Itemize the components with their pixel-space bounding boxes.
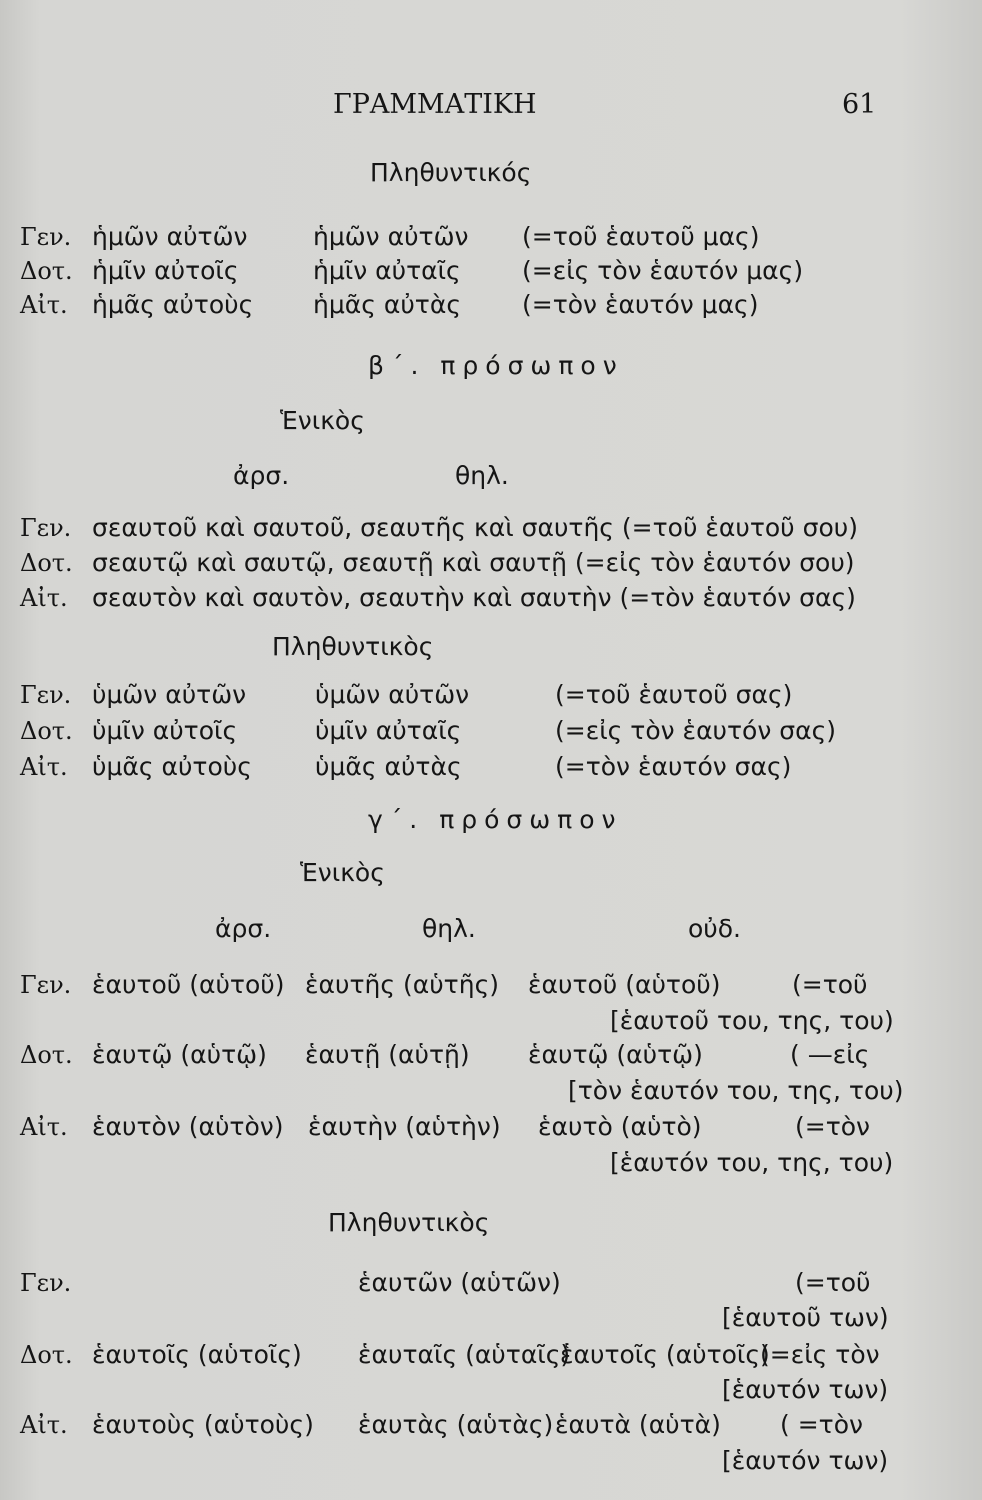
form-masculine: ἡμᾶς αὐτοὺς <box>92 290 254 319</box>
section-heading-plural-3: Πληθυντικὸς <box>328 1208 490 1237</box>
gloss: (=εἰς τὸν ἑαυτόν σας) <box>555 716 837 745</box>
gloss-continuation: [τὸν ἑαυτόν του, της, του) <box>568 1076 904 1105</box>
case-label: Γεν. <box>20 514 72 542</box>
case-label: Γεν. <box>20 1269 72 1297</box>
gloss: (=τὸν ἑαυτόν σας) <box>555 752 792 781</box>
section-heading-plural-1: Πληθυντικός <box>370 158 532 187</box>
form-masculine: ἑαυτὸν (αὑτὸν) <box>92 1112 284 1141</box>
case-label: Δοτ. <box>20 257 73 285</box>
case-label: Αἰτ. <box>20 753 68 781</box>
form-neuter: ἑαυτὰ (αὑτὰ) <box>555 1410 721 1439</box>
case-label: Αἰτ. <box>20 291 68 319</box>
gloss-continuation: [ἑαυτοῦ των) <box>722 1303 889 1332</box>
form-neuter: ἑαυτῷ (αὑτῷ) <box>528 1040 703 1069</box>
column-header-masculine: ἀρσ. <box>215 914 272 943</box>
gloss: (=τὸν <box>795 1112 871 1141</box>
gloss: (=εἰς τὸν ἑαυτόν μας) <box>522 256 804 285</box>
column-header-feminine: θηλ. <box>455 461 509 490</box>
gloss: (=τοῦ <box>795 1268 871 1297</box>
gloss-continuation: [ἑαυτόν του, της, του) <box>610 1148 894 1177</box>
column-header-feminine: θηλ. <box>422 914 476 943</box>
case-label: Δοτ. <box>20 1341 73 1369</box>
form-feminine: ἡμῖν αὐταῖς <box>313 256 461 285</box>
case-label: Δοτ. <box>20 549 73 577</box>
form-feminine: ὑμῖν αὐταῖς <box>315 716 462 745</box>
column-header-masculine: ἀρσ. <box>233 461 290 490</box>
form-masculine: ἑαυτῷ (αὑτῷ) <box>92 1040 267 1069</box>
singular-row: σεαυτοῦ καὶ σαυτοῦ, σεαυτῆς καὶ σαυτῆς (=τοῦ ἑαυτοῦ σου) <box>92 513 858 542</box>
section-title-third-person: γ΄. πρόσωπον <box>368 805 623 834</box>
case-label: Αἰτ. <box>20 1113 68 1141</box>
gloss: (=τοῦ ἑαυτοῦ σας) <box>555 680 793 709</box>
gloss: (=εἰς τὸν <box>760 1340 880 1369</box>
running-title: ΓΡΑΜΜΑΤΙΚΗ <box>333 89 537 120</box>
gloss: ( —εἰς <box>790 1040 870 1069</box>
form-feminine: ὑμᾶς αὐτὰς <box>315 752 462 781</box>
form-masculine: ἑαυτοῦ (αὑτοῦ) <box>92 970 285 999</box>
case-label: Γεν. <box>20 971 72 999</box>
gloss-continuation: [ἑαυτοῦ του, της, του) <box>610 1006 894 1035</box>
section-heading-singular-3: Ἑνικὸς <box>300 858 385 887</box>
gloss: (=τοῦ ἑαυτοῦ μας) <box>522 222 760 251</box>
form-feminine: ἑαυτὰς (αὑτὰς) <box>358 1410 554 1439</box>
form-feminine: ἑαυτῆς (αὑτῆς) <box>305 970 499 999</box>
form-masculine: ἑαυτοὺς (αὑτοὺς) <box>92 1410 314 1439</box>
form-masculine: ἡμῖν αὐτοῖς <box>92 256 239 285</box>
section-title-second-person: β΄. πρόσωπον <box>368 351 624 380</box>
form-neuter: ἑαυτοῦ (αὑτοῦ) <box>528 970 721 999</box>
gloss-continuation: [ἑαυτόν των) <box>722 1375 889 1404</box>
section-heading-singular-2: Ἑνικὸς <box>280 406 365 435</box>
singular-row: σεαυτὸν καὶ σαυτὸν, σεαυτὴν καὶ σαυτὴν (=τὸν ἑαυτόν σας) <box>92 583 856 612</box>
form-all-genders: ἑαυτῶν (αὑτῶν) <box>358 1268 561 1297</box>
case-label: Αἰτ. <box>20 1411 68 1439</box>
case-label: Γεν. <box>20 223 72 251</box>
form-masculine: ἑαυτοῖς (αὑτοῖς) <box>92 1340 302 1369</box>
case-label: Αἰτ. <box>20 584 68 612</box>
singular-row: σεαυτῷ καὶ σαυτῷ, σεαυτῇ καὶ σαυτῇ (=εἰς τὸν ἑαυτόν σου) <box>92 548 855 577</box>
column-header-neuter: οὐδ. <box>688 914 742 943</box>
form-feminine: ὑμῶν αὐτῶν <box>315 680 470 709</box>
form-neuter: ἑαυτοῖς (αὑτοῖς) <box>560 1340 770 1369</box>
form-feminine: ἑαυτὴν (αὑτὴν) <box>308 1112 501 1141</box>
gloss: (=τοῦ <box>792 970 868 999</box>
case-label: Γεν. <box>20 681 72 709</box>
case-label: Δοτ. <box>20 1041 73 1069</box>
gloss: ( =τὸν <box>780 1410 863 1439</box>
gloss: (=τὸν ἑαυτόν μας) <box>522 290 759 319</box>
form-feminine: ἑαυτῇ (αὑτῇ) <box>305 1040 470 1069</box>
page-number: 61 <box>842 89 877 120</box>
form-feminine: ἡμῶν αὐτῶν <box>313 222 469 251</box>
form-masculine: ὑμῖν αὐτοῖς <box>92 716 238 745</box>
gloss-continuation: [ἑαυτόν των) <box>722 1446 889 1475</box>
form-masculine: ὑμῶν αὐτῶν <box>92 680 247 709</box>
form-feminine: ἡμᾶς αὐτὰς <box>313 290 461 319</box>
form-feminine: ἑαυταῖς (αὑταῖς) <box>358 1340 571 1369</box>
case-label: Δοτ. <box>20 717 73 745</box>
form-neuter: ἑαυτὸ (αὑτὸ) <box>538 1112 702 1141</box>
form-masculine: ὑμᾶς αὐτοὺς <box>92 752 252 781</box>
form-masculine: ἡμῶν αὐτῶν <box>92 222 248 251</box>
section-heading-plural-2: Πληθυντικὸς <box>272 632 434 661</box>
